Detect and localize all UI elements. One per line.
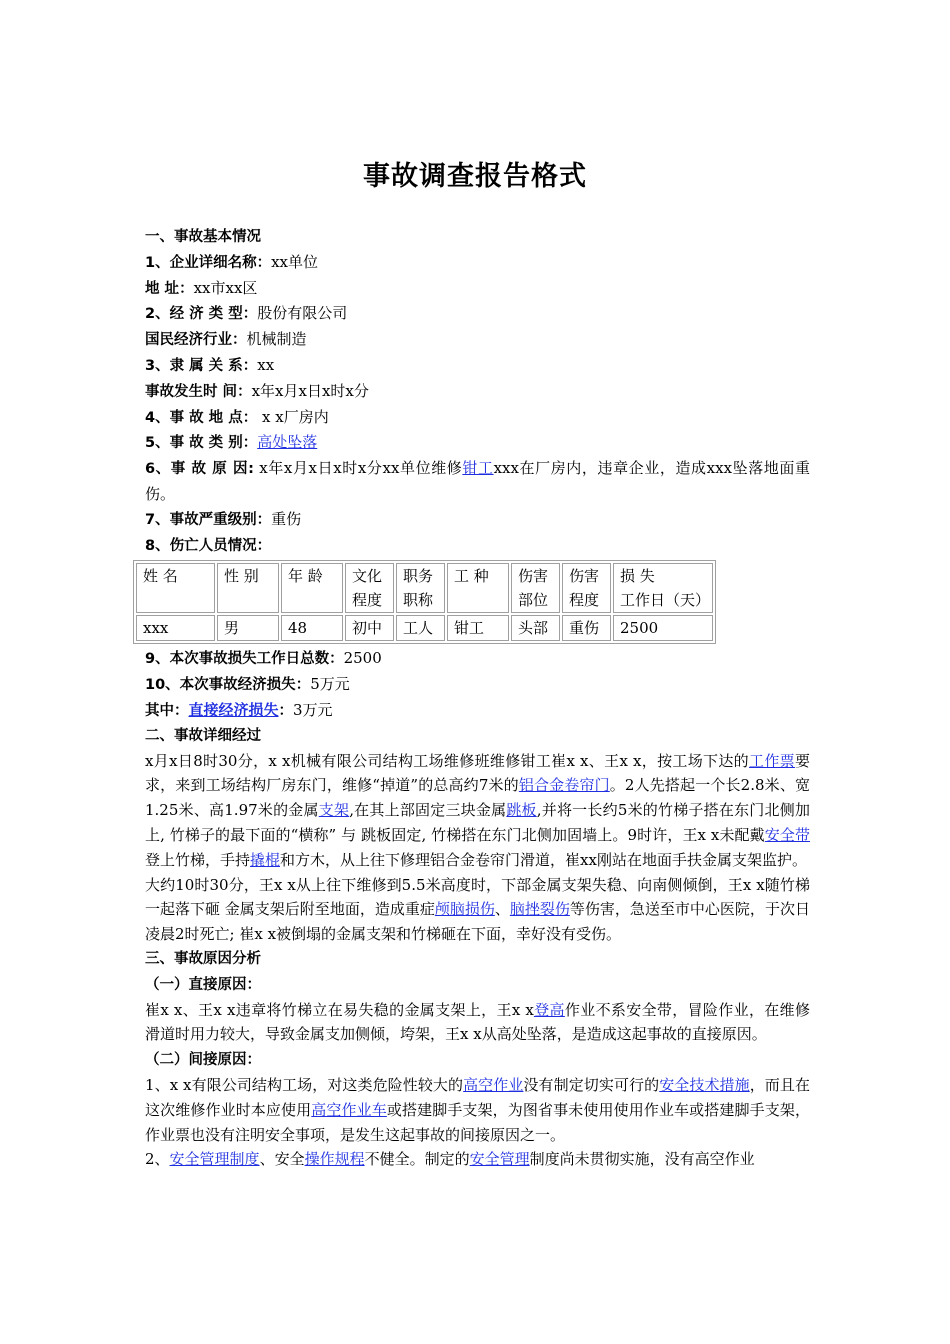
section-2-heading: 二、事故详细经过	[145, 727, 261, 744]
paragraph: 2、安全管理制度、安全操作规程不健全。制定的安全管理制度尚未贯彻实施，没有高空作业	[145, 1150, 755, 1169]
table-header-cell: 年 龄	[281, 563, 343, 613]
info-line: 10、本次事故经济损失：5万元	[145, 675, 350, 694]
info-line: 地 址：xx市xx区	[145, 278, 258, 297]
table-cell: 2500	[613, 615, 713, 641]
table-header-row	[136, 563, 713, 613]
paragraph: 1、x x有限公司结构工场，对这类危险性较大的高空作业没有制定切实可行的安全技术措施，而且在这次维修作业时本应使用高空作业车或搭建脚手支架，为图省事未使用使用作业车或搭建脚手支架，作业票也没有注明安全事项，是发生这起事故的间接原因之一。	[145, 1075, 810, 1144]
table-header-cell: 性 别	[217, 563, 279, 613]
link-rolling-door[interactable]: 铝合金卷帘门	[518, 776, 610, 795]
table-row	[136, 615, 713, 641]
paragraph: 崔x x、王x x违章将竹梯立在易失稳的金属支架上，王x x登高作业不系安全带，冒险作业，在维修滑道时用力较大，导致金属支加侧倾，垮架，王x x从高处坠落，是造成这起事故的直接原因。	[145, 1000, 810, 1044]
document-title: 事故调查报告格式	[363, 161, 587, 192]
table-cell: 钳工	[447, 615, 509, 641]
paragraph: x月x日8时30分，x x机械有限公司结构工场维修班维修钳工崔x x、王x x，按工场下达的工作票要求，来到工场结构厂房东门，维修“掉道”的总高约7米的铝合金卷帘门。2人先搭起一个长2.8米、宽1.25米、高1.97米的金属支架,在其上部固定三块金属跳板,并将一长约5米的竹梯子搭在东门北侧加上, 竹梯子的最下面的“横称” 与 跳板固定, 竹梯搭在东门北侧加固墙上。9时许，王x x未配戴安全带登上竹梯，手持撬棍和方木，从上往下修理铝合金卷帘门滑道，崔xx刚站在地面手扶金属支架监护。	[145, 751, 810, 869]
table-header-cell: 姓 名	[136, 563, 215, 613]
info-line: 4、事 故 地 点： x x厂房内	[145, 407, 329, 426]
info-line: 9、本次事故损失工作日总数：2500	[145, 649, 382, 668]
link-work-ticket[interactable]: 工作票	[749, 751, 795, 770]
info-line: 国民经济行业：机械制造	[145, 330, 307, 349]
link-fitter[interactable]: 钳工	[462, 459, 494, 478]
table-cell: 48	[281, 615, 343, 641]
link-brain-injury[interactable]: 颅脑损伤	[434, 900, 495, 919]
table-header-cell: 文化 程度	[345, 563, 394, 613]
table-cell: 头部	[511, 615, 560, 641]
table-header-cell: 职务 职称	[396, 563, 445, 613]
info-line: 8、伤亡人员情况：	[145, 537, 272, 554]
link-climbing[interactable]: 登高	[533, 1000, 565, 1019]
link-high-altitude-work[interactable]: 高空作业	[463, 1075, 524, 1094]
table-cell: 工人	[396, 615, 445, 641]
link-operating-procedures[interactable]: 操作规程	[304, 1150, 365, 1169]
table-cell: 重伤	[562, 615, 611, 641]
casualty-table	[133, 560, 716, 644]
info-line: 6、事 故 原 因: x年x月x日x时x分xx单位维修钳工xxx在厂房内，违章企业，造成xxx坠落地面重伤。	[145, 459, 810, 503]
link-direct-loss[interactable]: 直接经济损失	[188, 700, 279, 719]
table-header-cell: 工 种	[447, 563, 509, 613]
document-body	[145, 225, 810, 1172]
info-line: 3、隶 属 关 系：xx	[145, 355, 275, 374]
subheading: （二）间接原因：	[145, 1052, 261, 1069]
paragraph: 大约10时30分，王x x从上往下维修到5.5米高度时，下部金属支架失稳、向南侧倾倒，王x x随竹梯一起落下砸 金属支架后附至地面，造成重症颅脑损伤、脑挫裂伤等伤害，急送至市中心医院，于次日凌晨2时死亡; 崔x x被倒塌的金属支架和竹梯砸在下面，幸好没有受伤。	[145, 875, 810, 944]
info-line: 7、事故严重级别：重伤	[145, 509, 302, 528]
link-accident-type[interactable]: 高处坠落	[257, 433, 318, 452]
link-safety-belt[interactable]: 安全带	[764, 825, 810, 844]
link-crowbar[interactable]: 撬棍	[250, 850, 281, 869]
table-cell: 男	[217, 615, 279, 641]
link-safety-measures[interactable]: 安全技术措施	[659, 1075, 750, 1094]
section-3-heading: 三、事故原因分析	[145, 950, 261, 967]
table-cell: 初中	[345, 615, 394, 641]
info-line: 事故发生时 间：x年x月x日x时x分	[145, 381, 369, 400]
link-support[interactable]: 支架	[318, 801, 350, 820]
link-safety-management-system[interactable]: 安全管理制度	[169, 1150, 260, 1169]
section-1-heading: 一、事故基本情况	[145, 229, 261, 245]
info-line: 其中：直接经济损失：3万元	[145, 700, 333, 719]
table-cell: xxx	[136, 615, 215, 641]
info-line: 2、经 济 类 型：股份有限公司	[145, 304, 348, 323]
link-aerial-work-vehicle[interactable]: 高空作业车	[311, 1100, 387, 1119]
info-line: 5、事 故 类 别：高处坠落	[145, 433, 318, 452]
table-header-cell: 伤害 程度	[562, 563, 611, 613]
table-header-cell: 损 失 工作日（天）	[613, 563, 713, 613]
table-header-cell: 伤害 部位	[511, 563, 560, 613]
link-brain-contusion[interactable]: 脑挫裂伤	[509, 900, 570, 919]
info-line: 1、企业详细名称：xx单位	[145, 252, 319, 271]
link-springboard[interactable]: 跳板	[506, 801, 537, 820]
link-safety-management[interactable]: 安全管理	[469, 1150, 530, 1169]
subheading: （一）直接原因：	[145, 976, 261, 993]
